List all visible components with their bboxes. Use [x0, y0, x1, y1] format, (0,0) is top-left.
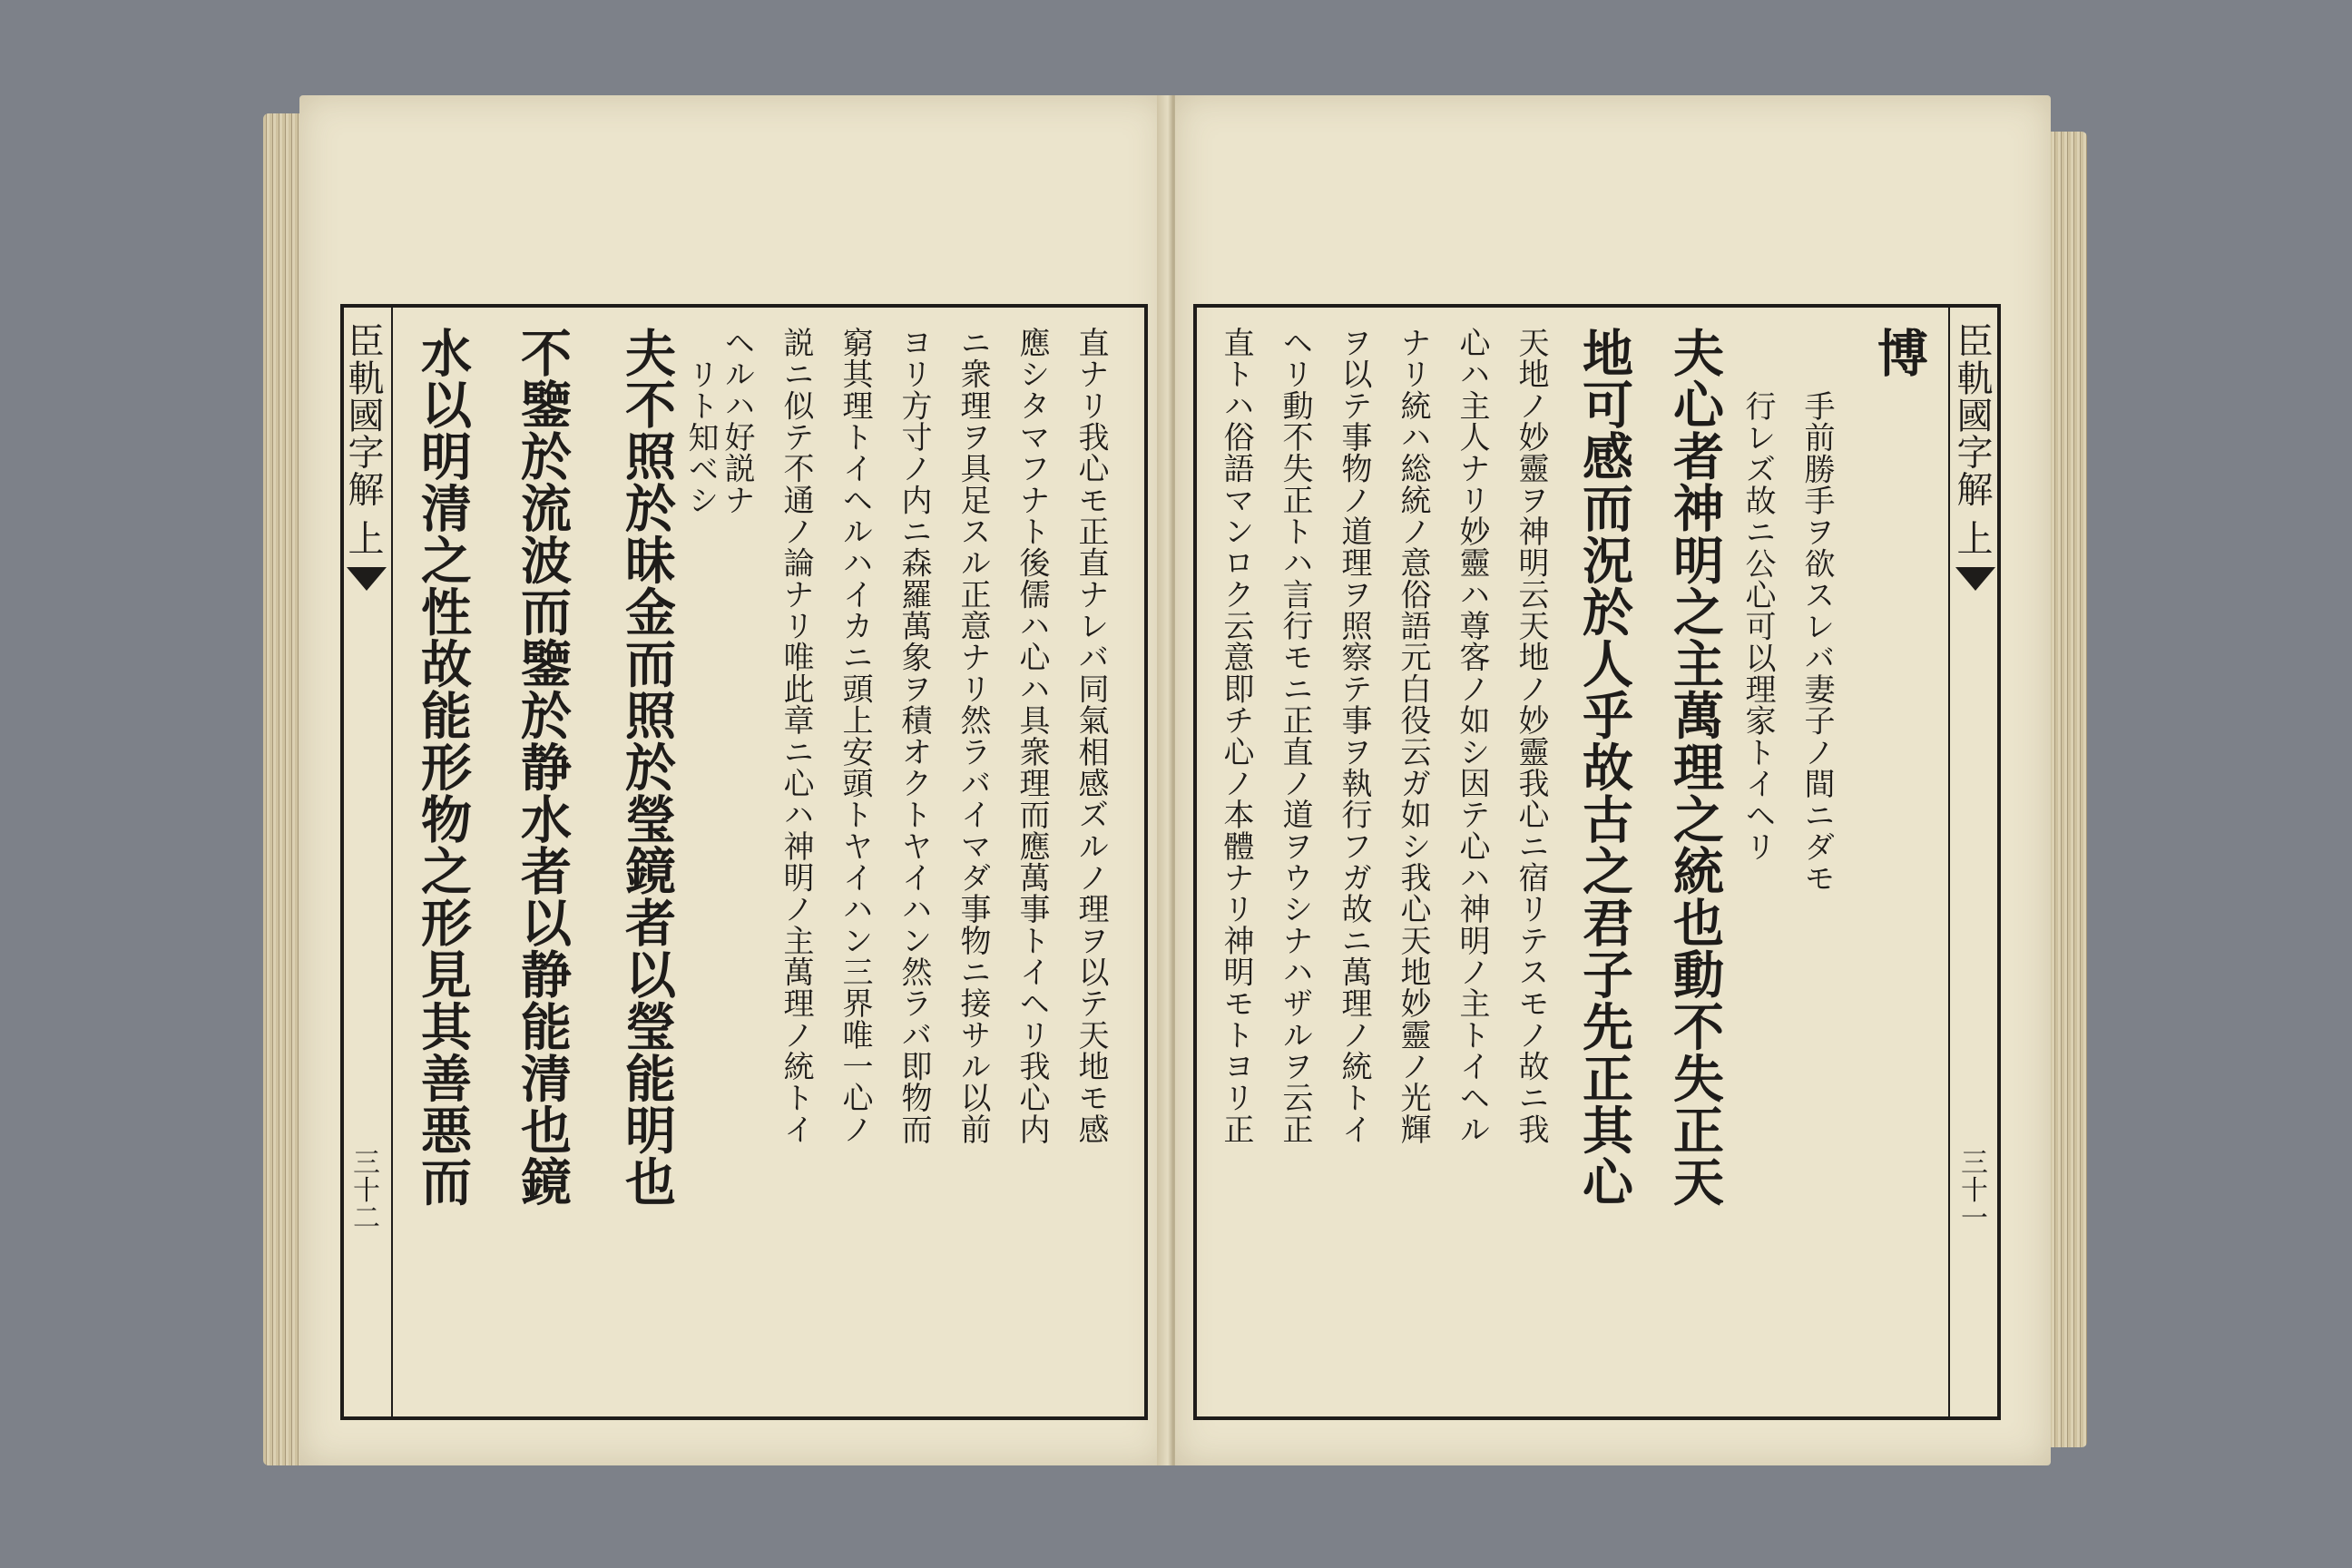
right-main-col-1: 夫心者神明之主萬理之統也動不失正天 [1665, 327, 1725, 1209]
right-comment-col-4: ヲ以テ事物ノ道理ヲ照察テ事ヲ執行フガ故ニ萬理ノ統トイ [1336, 327, 1372, 1145]
left-main-col-2: 不鑒於流波而鑒於静水者以静能清也鏡 [513, 327, 573, 1209]
fish-tail-mark [347, 567, 387, 591]
left-comment-col-6: 説ニ似テ不通ノ論ナリ唯此章ニ心ハ神明ノ主萬理ノ統トイ [778, 327, 814, 1145]
fish-tail-mark [1955, 567, 1995, 591]
left-main-col-1: 夫不照於昧金而照於瑩鏡者以瑩能明也 [617, 327, 677, 1209]
right-comment-col-6: 直トハ俗語マンロク云意即チ心ノ本體ナリ神明モトヨリ正 [1218, 327, 1254, 1145]
left-margin-title: 臣軌國字解 上 [342, 322, 384, 557]
left-comment-col-2: 應シタマフナト後儒ハ心ハ具衆理而應萬事トイヘリ我心内 [1014, 327, 1050, 1145]
open-book [263, 95, 2087, 1475]
right-margin-title: 臣軌國字解 上 [1951, 322, 1993, 557]
left-main-col-3: 水以明清之性故能形物之形見其善悪而 [413, 327, 473, 1209]
left-comment-col-5: 窮其理トイヘルハイカニ頭上安頭トヤイハン三界唯一心ノ [837, 327, 873, 1145]
right-folio: 三十一 [1955, 1148, 1987, 1231]
left-folio: 三十二 [348, 1148, 379, 1231]
left-page [299, 95, 1166, 1465]
right-main-col-2: 地可感而況於人乎故古之君子先正其心 [1574, 327, 1634, 1209]
right-comment-col-2: 心ハ主人ナリ妙靈ハ尊客ノ如シ因テ心ハ神明ノ主トイヘル [1454, 327, 1490, 1145]
left-comment-col-7: ヘルハ好説ナ [719, 327, 755, 516]
right-comment-col-3: ナリ統ハ総統ノ意俗語元白役云ガ如シ我心天地妙靈ノ光輝 [1395, 327, 1431, 1145]
right-comment-col-5: ヘリ動不失正トハ言行モニ正直ノ道ヲウシナハザルヲ云正 [1277, 327, 1313, 1145]
gloss-col-2: 行レズ故ニ公心可以理家トイヘリ [1740, 390, 1776, 863]
left-comment-col-3: ニ衆理ヲ具足スル正意ナリ然ラバイマダ事物ニ接サル以前 [955, 327, 991, 1145]
gloss-label: 博 [1869, 327, 1929, 379]
right-comment-col-1: 天地ノ妙靈ヲ神明云天地ノ妙靈我心ニ宿リテスモノ故ニ我 [1513, 327, 1549, 1145]
gloss-col-1: 手前勝手ヲ欲スレバ妻子ノ間ニダモ [1798, 390, 1835, 894]
right-page [1175, 95, 2051, 1465]
left-comment-col-8: リト知ベシ [682, 358, 719, 516]
left-comment-col-4: ヨリ方寸ノ内ニ森羅萬象ヲ積オクトヤイハン然ラバ即物而 [896, 327, 932, 1145]
left-comment-col-1: 直ナリ我心モ正直ナレバ同氣相感ズルノ理ヲ以テ天地モ感 [1073, 327, 1109, 1145]
